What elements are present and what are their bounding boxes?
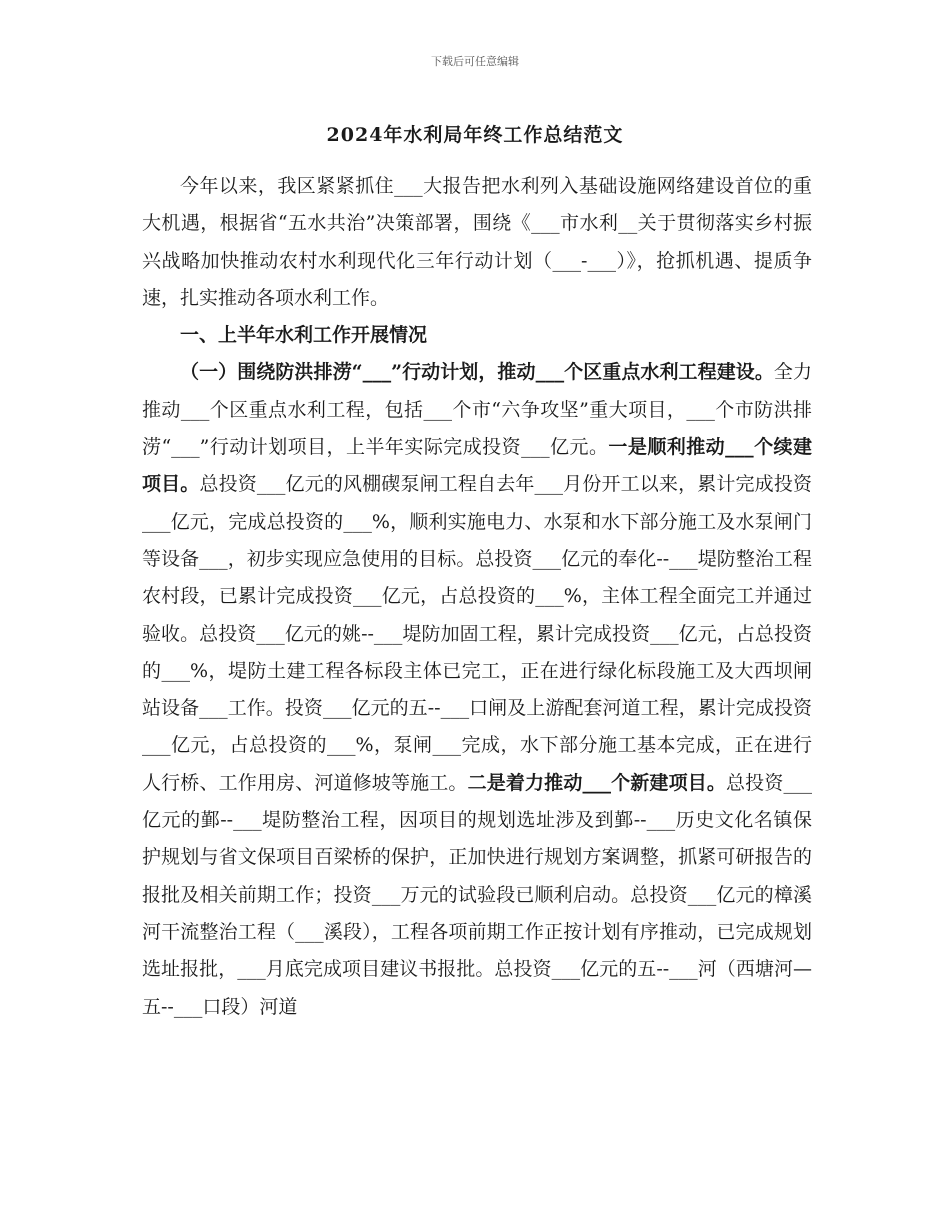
paragraph-text: 总投资___亿元的鄞--___堤防整治工程，因项目的规划选址涉及到鄞--___历史文化名镇保护规划与省文保项目百梁桥的保护，正加快进行规划方案调整，抓紧可研报告的报批及相关前期工作；投资___万元的试验段已顺利启动。总投资___亿元的樟溪河干流整治工程（___溪段），工程各项前期工作正按计划有序推动，已完成规划选址报批，___月底完成项目建议书报批。总投资___亿元的五--___河（西塘河—五--___口段）河道 bbox=[142, 771, 812, 1018]
subsection-heading: （一）围绕防洪排涝“___”行动计划，推动___个区重点水利工程建设。 bbox=[180, 361, 774, 384]
document-body bbox=[142, 168, 812, 1026]
download-note: 下载后可任意编辑 bbox=[431, 55, 519, 68]
document-title: 2024年水利局年终工作总结范文 bbox=[326, 124, 624, 146]
point-one-heading: 一是顺利推动___个续建项目。 bbox=[142, 436, 812, 496]
paragraph-text: 总投资___亿元的风棚碶泵闸工程自去年___月份开工以来，累计完成投资___亿元，完成总投资的___%，顺利实施电力、水泵和水下部分施工及水泵闸门等设备___，初步实现应急使用的目标。总投资___亿元的奉化--___堤防整治工程农村段，已累计完成投资___亿元，占总投资的___%，主体工程全面完工并通过验收。总投资___亿元的姚--___堤防加固工程，累计完成投资___亿元，占总投资的___%，堤防土建工程各标段主体已完工，正在进行绿化标段施工及大西坝闸站设备___工作。投资___亿元的五--___口闸及上游配套河道工程，累计完成投资___亿元，占总投资的___%，泵闸___完成，水下部分施工基本完成，正在进行人行桥、工作用房、河道修坡等施工。 bbox=[142, 473, 812, 794]
point-two-heading: 二是着力推动___个新建项目。 bbox=[467, 771, 727, 794]
intro-paragraph: 今年以来，我区紧紧抓住___大报告把水利列入基础设施网络建设首位的重大机遇，根据省“五水共治”决策部署，围绕《___市水利__关于贯彻落实乡村振兴战略加快推动农村水利现代化三年行动计划（___-___）》，抢抓机遇、提质争速，扎实推动各项水利工作。 bbox=[142, 175, 812, 309]
paragraph-text: 全力推动___个区重点水利工程，包括___个市“六争攻坚”重大项目，___个市防洪排涝“___”行动计划项目，上半年实际完成投资___亿元。 bbox=[142, 361, 812, 459]
subsection-paragraph bbox=[142, 354, 812, 1025]
section-heading: 一、上半年水利工作开展情况 bbox=[180, 324, 428, 347]
